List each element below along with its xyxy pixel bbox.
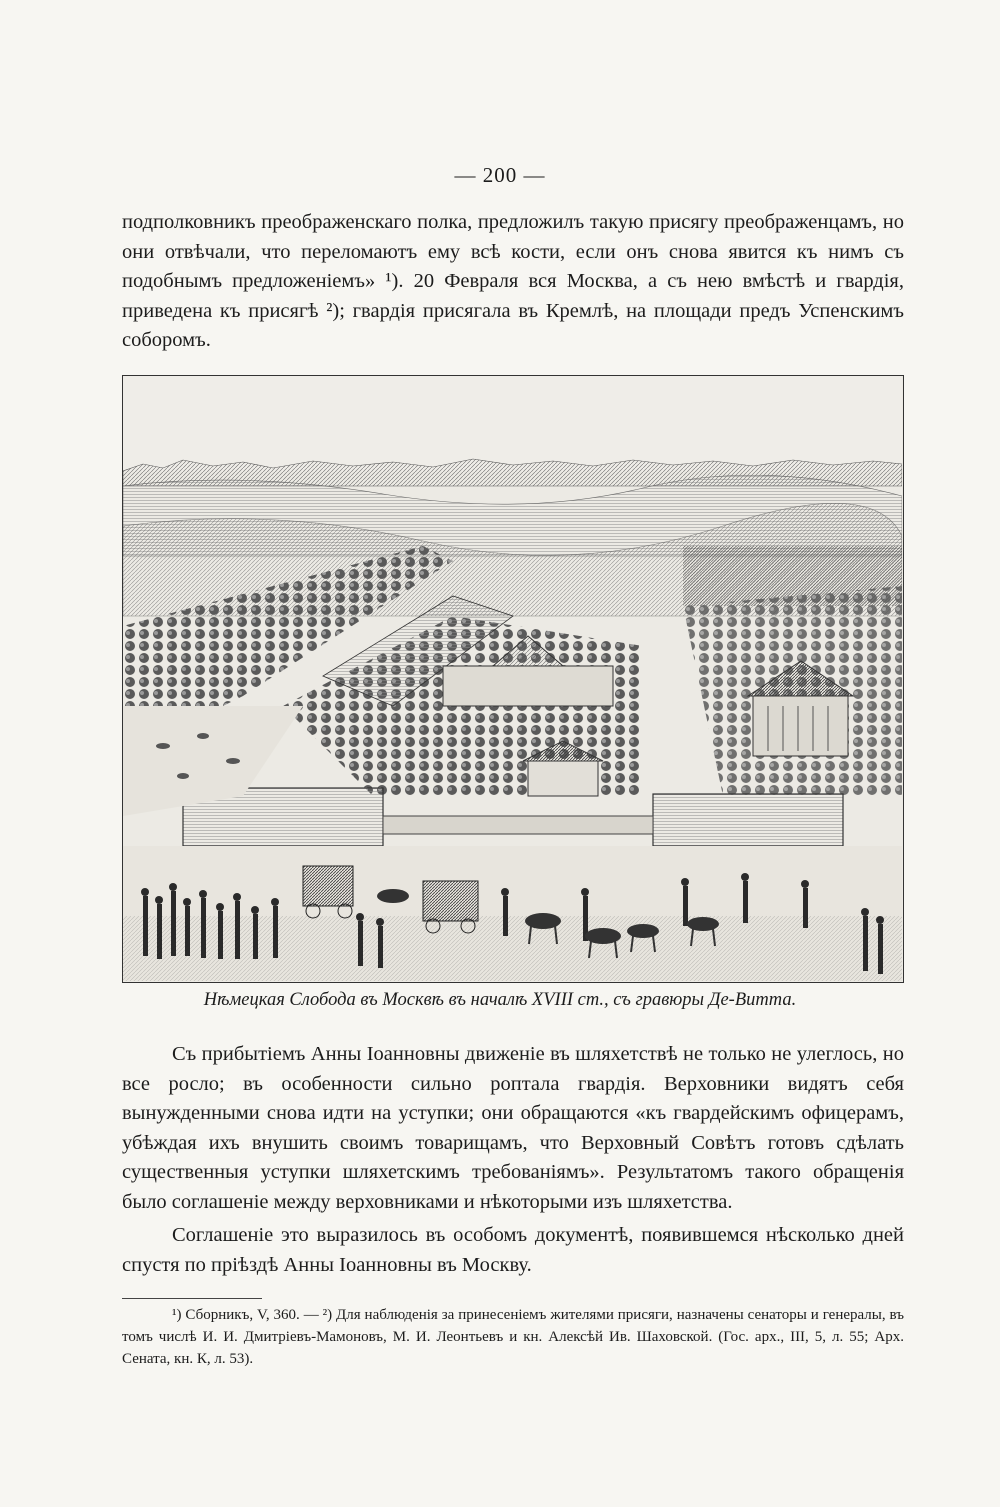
engraving-drawing — [123, 376, 902, 981]
body-paragraph-1 — [122, 208, 904, 356]
figure-caption: Нѣмецкая Слобода въ Москвѣ въ началѣ XVIII ст., съ гравюры Де-Витта. — [203, 990, 797, 1010]
body-paragraphs-2 — [122, 1040, 904, 1280]
paragraph-text: Соглашеніе это выразилось въ особомъ документѣ, появившемся нѣсколько дней спустя по пріѣздѣ Анны Іоанновны въ Москву. — [122, 1224, 904, 1276]
footnote-divider — [122, 1298, 262, 1299]
footnotes — [122, 1304, 904, 1370]
footnote-text: ¹) Сборникъ, V, 360. — ²) Для наблюденія за принесеніемъ жителями присяги, назначены сенаторы и генералы, въ томъ числѣ И. И. Дмитріевъ-Мамоновъ, М. И. Леонтьевъ и кн. Алексѣй Ив. Шаховской. (Гос. арх., III, 5, л. 55; Арх. Сената, кн. К, л. 53). — [122, 1307, 904, 1367]
page-number: — 200 — — [454, 163, 546, 187]
paragraph-text: Съ прибытіемъ Анны Іоанновны движеніе въ шляхетствѣ не только не улеглось, но все росло; въ особенности сильно роптала гвардія. Верховники видятъ себя вынужденными снова идти на уступки; они обращаются «къ гвардейскимъ офицерамъ, убѣждая ихъ внушить своимъ товарищамъ, что Верховный Совѣтъ готовъ сдѣлать существенныя уступки шляхетскимъ требованіямъ». Результатомъ такого обращенія было соглашеніе между верховниками и нѣкоторыми изъ шляхетства. — [122, 1043, 904, 1213]
engraving-illustration — [122, 375, 904, 983]
paragraph-text: подполковникъ преображенскаго полка, предложилъ такую присягу преображенцамъ, но они отвѣчали, что переломаютъ ему всѣ кости, если онъ снова явится къ нимъ съ подобнымъ предложеніемъ» ¹). 20 Февраля вся Москва, а съ нею вмѣстѣ и гвардія, приведена къ присягѣ ²); гвардія присягала въ Кремлѣ, на площади предъ Успенскимъ соборомъ. — [122, 211, 904, 351]
